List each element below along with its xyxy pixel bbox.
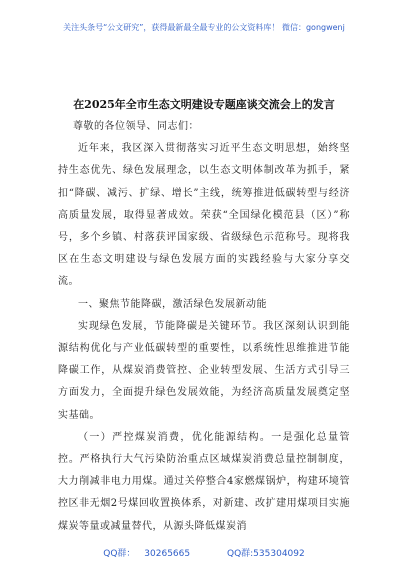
document-body: [58, 116, 350, 538]
qq-group-2: QQ群:535304092: [226, 549, 305, 559]
paragraph-section-1: 实现绿色发展，节能降碳是关键环节。我区深刻认识到能源结构优化与产业低碳转型的重要性，以系统性思维推进节能降碳工作，从煤炭消费管控、企业转型发展、生活方式引导三方面发力，全面提升绿色发展效能，为经济高质量发展奠定坚实基础。: [58, 320, 350, 421]
section-heading: 一、聚焦节能降碳，激活绿色发展新动能: [78, 298, 267, 310]
promo-banner: 关注头条号“公文研究”，获得最新最全最专业的公文资料库！ 微信：gongwenj: [63, 23, 345, 32]
qq-group-1: QQ群： 30265665: [103, 549, 191, 559]
salutation: 尊敬的各位领导、同志们：: [73, 121, 199, 132]
paragraph-subsection-1: （一）严控煤炭消费，优化能源结构。一是强化总量管控。严格执行大气污染防治重点区域煤炭消费总量控制制度，大力削减非电力用煤。通过关停整合4家燃煤锅炉，构建环境管控区非无烟2号煤回收置换体系，对新建、改扩建用煤项目实施煤炭等量或减量替代，从源头降低煤炭消: [58, 431, 350, 532]
document-title: 在2025年全市生态文明建设专题座谈交流会上的发言: [73, 98, 335, 111]
footer-contact: [0, 546, 408, 559]
paragraph-intro: 近年来，我区深入贯彻落实习近平生态文明思想，始终坚持生态优先、绿色发展理念，以生态文明体制改革为抓手，紧扣“降碳、减污、扩绿、增长”主线，统筹推进低碳转型与经济高质量发展，取得显著成效。荣获“全国绿化模范县（区）”称号，多个乡镇、村落获评国家级、省级绿色示范称号。现将我区在生态文明建设与绿色发展方面的实践经验与大家分享交流。: [58, 143, 350, 288]
